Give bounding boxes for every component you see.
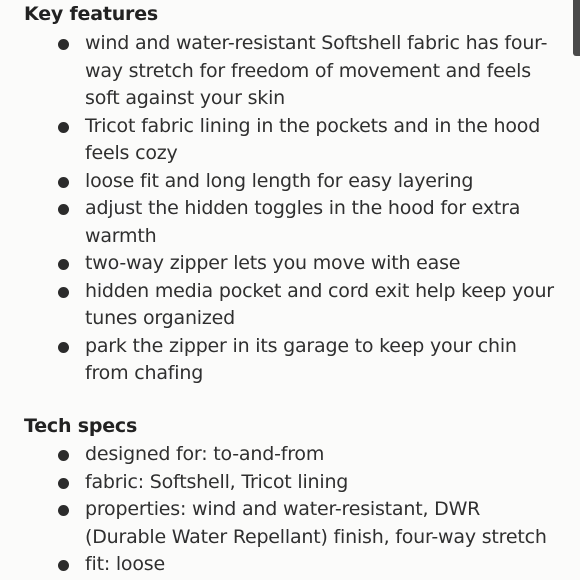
bullet-dot-icon: [58, 177, 69, 188]
key-features-heading: Key features: [24, 3, 159, 25]
key-feature-item: [0, 30, 580, 113]
key-feature-text: two-way zipper lets you move with ease: [85, 252, 461, 274]
key-feature-text: Tricot fabric lining in the pockets and in the hood feels cozy: [85, 114, 541, 164]
bullet-dot-icon: [58, 39, 69, 50]
bullet-dot-icon: [58, 478, 69, 489]
tech-spec-text: designed for: to-and-from: [85, 443, 325, 465]
tech-spec-item: [0, 551, 580, 579]
key-feature-item: [0, 250, 580, 278]
tech-spec-text: fit: loose: [85, 553, 165, 575]
tech-spec-text: properties: wind and water-resistant, DWR (Durable Water Repellant) finish, four-way stretch: [85, 498, 547, 548]
bullet-dot-icon: [58, 204, 69, 215]
bullet-dot-icon: [58, 560, 69, 571]
bullet-dot-icon: [58, 287, 69, 298]
bullet-dot-icon: [58, 505, 69, 516]
tech-spec-text: fabric: Softshell, Tricot lining: [85, 470, 349, 493]
tech-specs-heading: Tech specs: [24, 415, 138, 437]
key-feature-item: [0, 168, 580, 196]
key-feature-text: loose fit and long length for easy layering: [85, 169, 474, 192]
tech-spec-item: [0, 441, 580, 469]
tech-spec-item: [0, 496, 580, 551]
key-feature-text: wind and water-resistant Softshell fabric has four-way stretch for freedom of movement and feels soft against your skin: [85, 32, 548, 109]
bullet-dot-icon: [58, 342, 69, 353]
bullet-dot-icon: [58, 122, 69, 133]
key-feature-item: [0, 195, 580, 250]
key-feature-text: park the zipper in its garage to keep your chin from chafing: [85, 334, 517, 384]
bullet-dot-icon: [58, 450, 69, 461]
key-features-list: [0, 30, 580, 388]
key-feature-item: [0, 333, 580, 388]
key-feature-item: [0, 278, 580, 333]
bullet-dot-icon: [58, 259, 69, 270]
tech-specs-list: [0, 441, 580, 579]
key-feature-text: hidden media pocket and cord exit help keep your tunes organized: [85, 279, 554, 329]
key-feature-item: [0, 113, 580, 168]
tech-spec-item: [0, 469, 580, 497]
key-feature-text: adjust the hidden toggles in the hood for extra warmth: [85, 197, 521, 247]
